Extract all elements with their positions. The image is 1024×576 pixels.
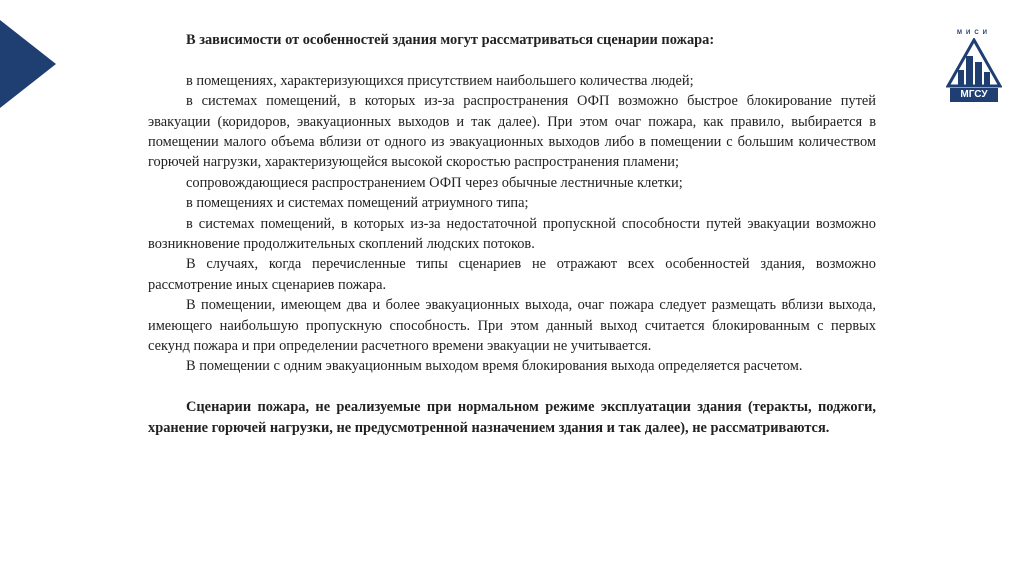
paragraph: В помещении, имеющем два и более эвакуационных выхода, очаг пожара следует размещать вблизи выхода, имеющего наибольшую пропускную способность. При этом данный выход считается блокированным с первых секунд пожара и при определении расчетного времени эвакуации не учитывается.	[148, 297, 876, 355]
conclusion-paragraph: Сценарии пожара, не реализуемые при нормальном режиме эксплуатации здания (теракты, поджоги, хранение горючей нагрузки, не предусмотренной назначением здания и так далее), не рассматриваются.	[148, 399, 876, 436]
arrow-icon	[0, 20, 56, 108]
list-item: в системах помещений, в которых из-за распространения ОФП возможно быстрое блокирование путей эвакуации (коридоров, эвакуационных выходов и так далее). При этом очаг пожара, как правило, выбирается в помещении малого объема вблизи от одного из эвакуационных выходов либо в помещении с большим количеством горючей нагрузки, характеризующейся высокой скоростью распространения пламени;	[148, 93, 876, 171]
paragraph: В помещении с одним эвакуационным выходом время блокирования выхода определяется расчетом.	[186, 358, 803, 375]
spacer	[148, 50, 876, 70]
mgsu-logo	[946, 30, 1002, 104]
list-item: сопровождающиеся распространением ОФП через обычные лестничные клетки;	[186, 174, 683, 191]
spacer	[148, 377, 876, 397]
list-item: в помещениях, характеризующихся присутствием наибольшего количества людей;	[186, 72, 694, 89]
logo-top-text: МИСИ	[957, 30, 991, 36]
paragraph: В случаях, когда перечисленные типы сценариев не отражают всех особенностей здания, возможно рассмотрение иных сценариев пожара.	[148, 256, 876, 293]
page-title: В зависимости от особенностей здания могут рассматриваться сценарии пожара:	[186, 32, 715, 48]
logo-bottom-text: МГСУ	[950, 88, 998, 102]
logo-building-icon	[946, 38, 1002, 88]
list-item: в помещениях и системах помещений атриумного типа;	[186, 195, 529, 212]
slide-content	[148, 30, 876, 438]
list-item: в системах помещений, в которых из-за недостаточной пропускной способности путей эвакуации возможно возникновение продолжительных скоплений людских потоков.	[148, 215, 876, 253]
